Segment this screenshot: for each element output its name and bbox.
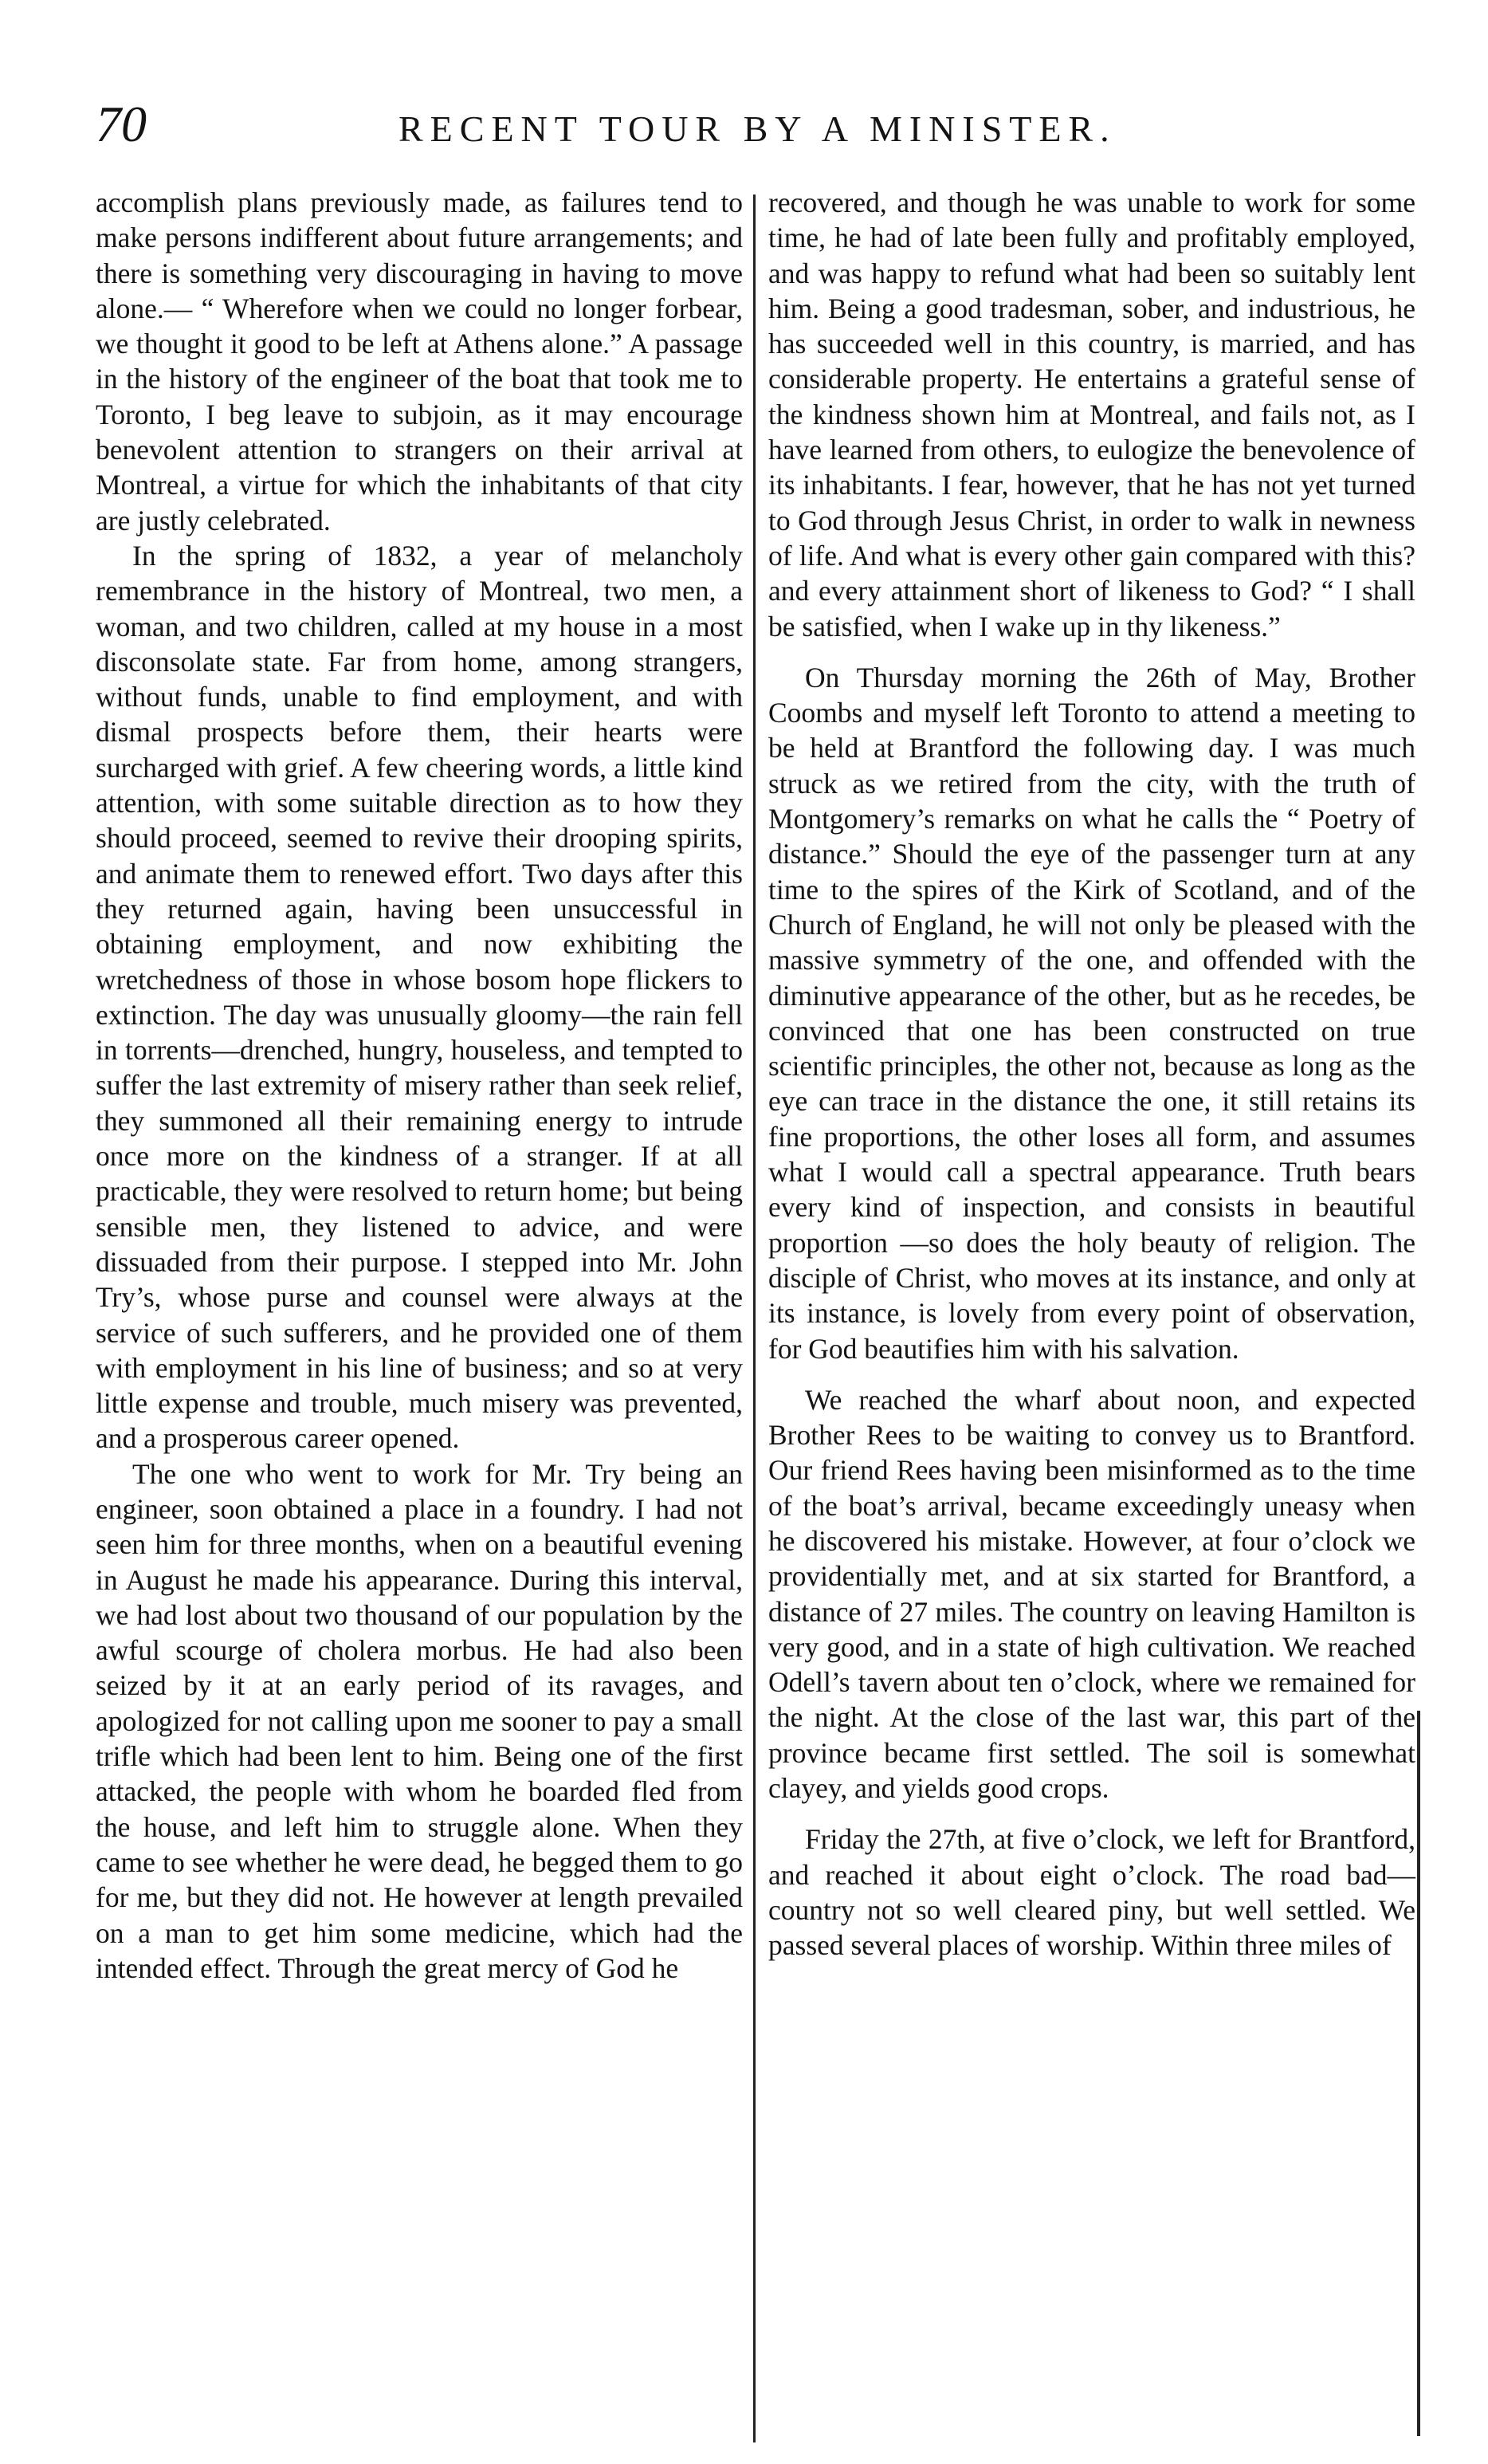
paragraph: The one who went to work for Mr. Try being an engineer, soon obtained a place in a foundry. I had not seen him for three months, when on a beautiful evening in August he made his appearance. During this interval, we had lost about two thousand of our population by the awful scourge of cholera morbus. He had also been seized by it at an early period of its ravages, and apologized for not calling upon me sooner to pay a small trifle which had been lent to him. Being one of the first attacked, the people with whom he boarded fled from the house, and left him to struggle alone. When they came to see whether he were dead, he begged them to go for me, but they did not. He however at length prevailed on a man to get him some medicine, which had the intended effect. Through the great mercy of God he: [96, 1457, 743, 1984]
paragraph: accomplish plans previously made, as failures tend to make persons indifferent about future arrangements; and there is something very discouraging in having to move alone.— “ Wherefore when we could no longer forbear, we thought it good to be left at Athens alone.” A passage in the history of the engineer of the boat that took me to Toronto, I beg leave to subjoin, as it may encourage benevolent attention to strangers on their arrival at Montreal, a virtue for which the inhabitants of that city are justly celebrated.: [96, 187, 743, 536]
left-column: [96, 185, 743, 1986]
paragraph: We reached the wharf about noon, and expected Brother Rees to be waiting to convey us to Brantford. Our friend Rees having been misinformed as to the time of the boat’s arrival, became exceedingly uneasy when he discovered his mistake. However, at four o’clock we providentially met, and at six started for Brantford, a distance of 27 miles. The country on leaving Hamilton is very good, and in a state of high cultivation. We reached Odell’s tavern about ten o’clock, where we remained for the night. At the close of the last war, this part of the province became first settled. The soil is somewhat clayey, and yields good crops.: [768, 1383, 1415, 1805]
page-header: [96, 94, 1435, 166]
right-column: [768, 185, 1415, 1963]
paragraph: recovered, and though he was unable to work for some time, he had of late been fully and profitably employed, and was happy to refund what had been so suitably lent him. Being a good tradesman, sober, and industrious, he has succeeded well in this country, is married, and has considerable property. He entertains a grateful sense of the kindness shown him at Montreal, and fails not, as I have learned from others, to eulogize the benevolence of its inhabitants. I fear, however, that he has not yet turned to God through Jesus Christ, in order to walk in newness of life. And what is every other gain compared with this? and every attainment short of likeness to God? “ I shall be satisfied, when I wake up in thy likeness.”: [768, 187, 1415, 643]
page-number: 70: [96, 96, 147, 152]
paragraph: Friday the 27th, at five o’clock, we left for Brantford, and reached it about eight o’clock. The road bad—country not so well cleared piny, but well settled. We passed several places of worship. Within three miles of: [768, 1823, 1415, 1962]
column-divider: [753, 195, 756, 2442]
margin-rule: [1417, 1711, 1420, 2436]
running-head: RECENT TOUR BY A MINISTER.: [399, 108, 1117, 149]
paragraph: On Thursday morning the 26th of May, Brother Coombs and myself left Toronto to attend a meeting to be held at Brantford the following day. I was much struck as we retired from the city, with the truth of Montgomery’s remarks on what he calls the “ Poetry of distance.” Should the eye of the passenger turn at any time to the spires of the Kirk of Scotland, and of the Church of England, he will not only be pleased with the massive symmetry of the one, and offended with the diminutive appearance of the other, but as he recedes, be convinced that one has been constructed on true scientific principles, the other not, because as long as the eye can trace in the distance the one, it still retains its fine proportions, the other loses all form, and assumes what I would call a spectral appearance. Truth bears every kind of inspection, and consists in beautiful proportion —so does the holy beauty of religion. The disciple of Christ, who moves at its instance, and only at its instance, is lovely from every point of observation, for God beautifies him with his salvation.: [768, 661, 1415, 1365]
paragraph: In the spring of 1832, a year of melancholy remembrance in the history of Montreal, two men, a woman, and two children, called at my house in a most disconsolate state. Far from home, among strangers, without funds, unable to find employment, and with dismal prospects before them, their hearts were surcharged with grief. A few cheering words, a little kind attention, with some suitable direction as to how they should proceed, seemed to revive their drooping spirits, and animate them to renewed effort. Two days after this they returned again, having been unsuccessful in obtaining employment, and now exhibiting the wretchedness of those in whose bosom hope flickers to extinction. The day was unusually gloomy—the rain fell in torrents—drenched, hungry, houseless, and tempted to suffer the last extremity of misery rather than seek relief, they summoned all their remaining energy to intrude once more on the kindness of a stranger. If at all practicable, they were resolved to return home; but being sensible men, they listened to advice, and were dissuaded from their purpose. I stepped into Mr. John Try’s, whose purse and counsel were always at the service of such sufferers, and he provided one of them with employment in his line of business; and so at very little expense and trouble, much misery was prevented, and a prosperous career opened.: [96, 539, 743, 1455]
